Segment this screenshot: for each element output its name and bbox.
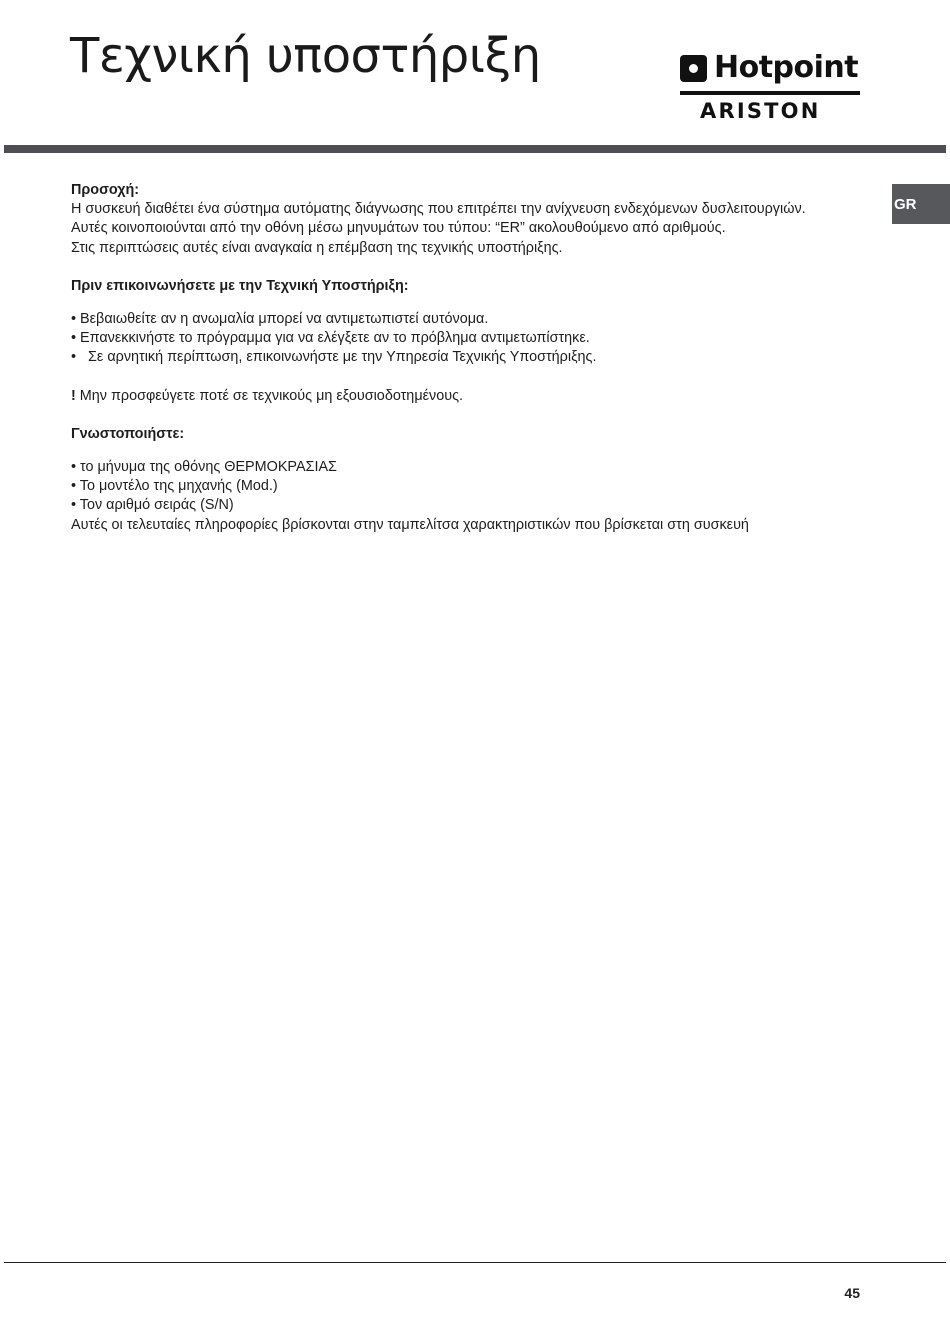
notice-text: Μην προσφεύγετε ποτέ σε τεχνικούς μη εξουσιοδοτημένους.	[75, 387, 464, 404]
logo-brand-text: Hotpoint	[714, 50, 859, 85]
report-section	[71, 425, 871, 535]
report-heading: Γνωστοποιήστε:	[71, 425, 185, 442]
exclamation-icon: !	[71, 387, 76, 404]
page-number: 45	[844, 1285, 860, 1301]
brand-logo	[680, 50, 862, 128]
before-contact-section	[71, 277, 871, 368]
warning-line: Στις περιπτώσεις αυτές είναι αναγκαία η επέμβαση της τεχνικής υποστήριξης.	[71, 239, 563, 256]
logo-mark	[680, 50, 858, 86]
logo-sub-text: ARISTON	[700, 99, 821, 123]
warning-section	[71, 181, 871, 258]
before-contact-heading: Πριν επικοινωνήσετε με την Τεχνική Υποστήριξη:	[71, 277, 409, 294]
list-item: • Τον αριθμό σειράς (S/N)	[71, 497, 234, 514]
warning-line: Η συσκευή διαθέτει ένα σύστημα αυτόματης διάγνωσης που επιτρέπει την ανίχνευση ενδεχόμενων δυσλειτουργιών.	[71, 201, 806, 218]
list-item: • Βεβαιωθείτε αν η ανωμαλία μπορεί να αντιμετωπιστεί αυτόνομα.	[71, 311, 489, 328]
list-item: • Επανεκκινήστε το πρόγραμμα για να ελέγξετε αν το πρόβλημα αντιμετωπίστηκε.	[71, 330, 590, 347]
warning-heading: Προσοχή:	[71, 182, 140, 198]
warning-line: Αυτές κοινοποιούνται από την οθόνη μέσω μηνυμάτων του τύπου: “ER” ακολουθούμενο από αριθμούς.	[71, 220, 726, 237]
page-title: Τεχνική υποστήριξη	[70, 28, 541, 84]
logo-square-icon	[680, 55, 707, 82]
report-note: Αυτές οι τελευταίες πληροφορίες βρίσκονται στην ταμπελίτσα χαρακτηριστικών που βρίσκεται στη συσκευή	[71, 516, 749, 533]
list-item: • Σε αρνητική περίπτωση, επικοινωνήστε με την Υπηρεσία Τεχνικής Υποστήριξης.	[71, 349, 597, 366]
list-item: • το μήνυμα της οθόνης ΘΕΡΜΟΚΡΑΣΙΑΣ	[71, 459, 337, 476]
logo-divider	[680, 91, 860, 95]
footer-divider	[4, 1262, 946, 1263]
language-tab: GR	[892, 184, 950, 224]
list-item: • Το μοντέλο της μηχανής (Mod.)	[71, 478, 278, 495]
header-bar	[4, 145, 946, 153]
main-content	[71, 181, 871, 535]
notice-line	[71, 387, 871, 406]
